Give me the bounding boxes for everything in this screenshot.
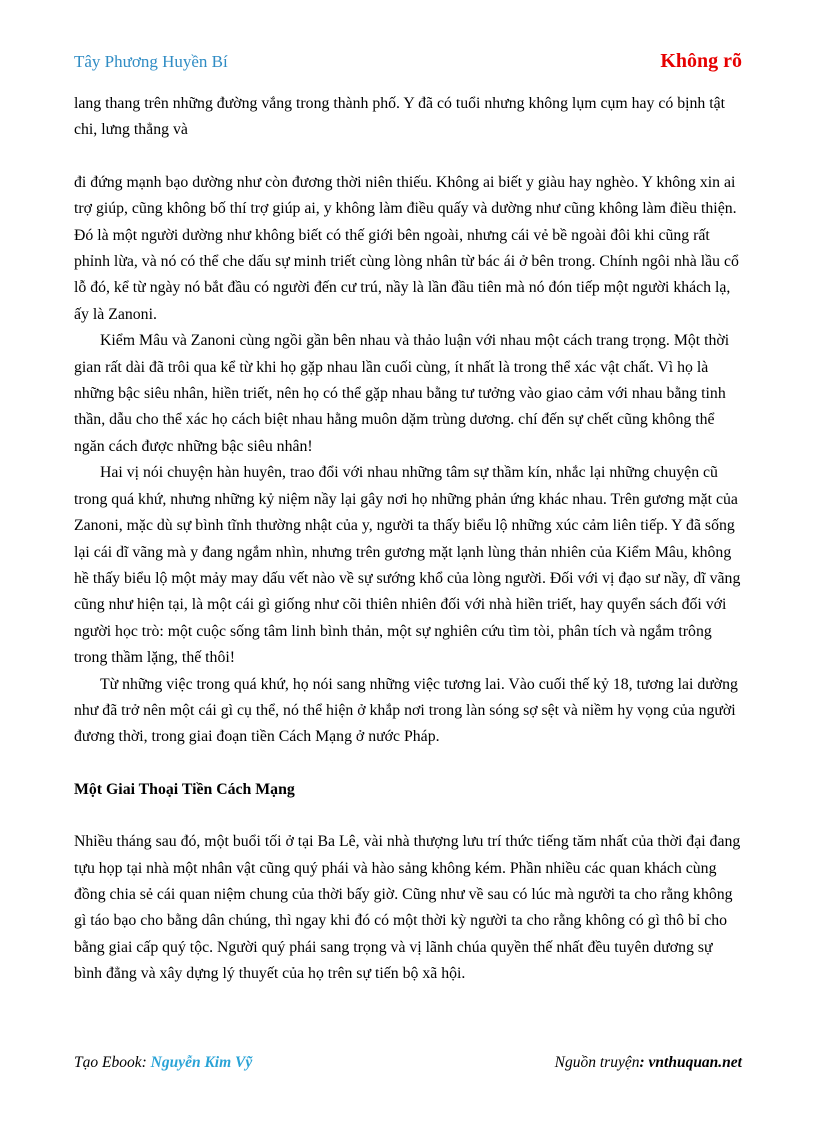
page-footer (74, 1054, 742, 1078)
source-colon: : (639, 1054, 649, 1071)
paragraph: lang thang trên những đường vắng trong thành phố. Y đã có tuổi nhưng không lụm cụm hay có bịnh tật chi, lưng thẳng và (74, 95, 726, 139)
paragraph: Từ những việc trong quá khứ, họ nói sang những việc tương lai. Vào cuối thế kỷ 18, tương lai dường như đã trở nên một cái gì cụ thể, nó thể hiện ở khắp nơi trong làn sóng sợ sệt và niềm hy vọng của người đương thời, trong giai đoạn tiền Cách Mạng ở nước Pháp. (74, 675, 738, 746)
ebook-credit (74, 1054, 252, 1072)
page-header (74, 50, 742, 76)
paragraph: Kiểm Mâu và Zanoni cùng ngồi gần bên nhau và thảo luận với nhau một cách trang trọng. Một thời gian rất dài đã trôi qua kể từ khi họ gặp nhau lần cuối cùng, ít nhất là trong thể xác vật chất. Vì họ là những bậc siêu nhân, hiền triết, nên họ có thể gặp nhau bằng tư tưởng vào giao cảm với nhau bằng tinh thần, dẫu cho thể xác họ cách biệt nhau hằng muôn dặm trùng dương. chí đến sự chết cũng không thể ngăn cách được những bậc siêu nhân! (74, 332, 730, 455)
page-content (74, 91, 742, 988)
source-credit (555, 1054, 742, 1072)
source-site[interactable]: vnthuquan.net (648, 1054, 742, 1071)
ebook-label: Tạo Ebook (74, 1054, 142, 1071)
section-heading: Một Giai Thoại Tiền Cách Mạng (74, 780, 295, 798)
book-title: Tây Phương Huyền Bí (74, 52, 228, 71)
ebook-colon: : (141, 1054, 151, 1071)
source-label: Nguồn truyện (554, 1054, 640, 1071)
author-name: Không rõ (660, 50, 742, 72)
paragraph: đi đứng mạnh bạo dường như còn đương thời niên thiếu. Không ai biết y giàu hay nghèo. Y không xin ai trợ giúp, cũng không bố thí trợ giúp ai, y không làm điều quấy và dường như cũng không làm điều thiện. Đó là một người dường như không biết có thế giới bên ngoài, nhưng cái vẻ bề ngoài đôi khi cũng rất phỉnh lừa, và nó có thể che dấu sự minh triết cùng lòng nhân từ bác ái ở bên trong. Chính ngôi nhà lầu cổ lỗ đó, kể từ ngày nó bắt đầu có người đến cư trú, nầy là lần đầu tiên mà nó đón tiếp một người khách lạ, ấy là Zanoni. (74, 173, 739, 323)
paragraph: Nhiều tháng sau đó, một buổi tối ở tại Ba Lê, vài nhà thượng lưu trí thức tiếng tăm nhất của thời đại đang tựu họp tại nhà một nhân vật cũng quý phái và hào sảng không kém. Phần nhiều các quan khách cùng đồng chia sẻ cái quan niệm chung của thời bấy giờ. Cũng như về sau có lúc mà người ta cho rằng không gì táo bạo cho bằng dân chúng, thì ngay khi đó có một thời kỳ người ta cho rằng không có gì thô bỉ cho bằng giai cấp quý tộc. Người quý phái sang trọng và vị lãnh chúa quyền thế nhất đều tuyên dương sự bình đẳng và xây dựng lý thuyết của họ trên sự tiến bộ xã hội. (74, 833, 741, 983)
ebook-creator: Nguyễn Kim Vỹ (150, 1054, 253, 1071)
paragraph: Hai vị nói chuyện hàn huyên, trao đổi với nhau những tâm sự thầm kín, nhắc lại những chuyện cũ trong quá khứ, nhưng những kỷ niệm nầy lại gây nơi họ những phản ứng khác nhau. Trên gương mặt của Zanoni, mặc dù sự bình tĩnh thường nhật của y, người ta thấy biểu lộ những xúc cảm liên tiếp. Y đã sống lại cái dĩ vãng mà y đang ngắm nhìn, nhưng trên gương mặt lạnh lùng thản nhiên của Kiểm Mâu, không hề thấy biểu lộ một mảy may dấu vết nào về sự sướng khổ của lòng người. Đối với vị đạo sư nầy, dĩ vãng cũng như hiện tại, là một cái gì giống như cõi thiên nhiên đối với nhà hiền triết, hay quyển sách đối với người học trò: một cuộc sống tâm linh bình thản, một sự nghiên cứu tìm tòi, phân tích và ngắm trông trong thầm lặng, thế thôi! (74, 464, 741, 667)
